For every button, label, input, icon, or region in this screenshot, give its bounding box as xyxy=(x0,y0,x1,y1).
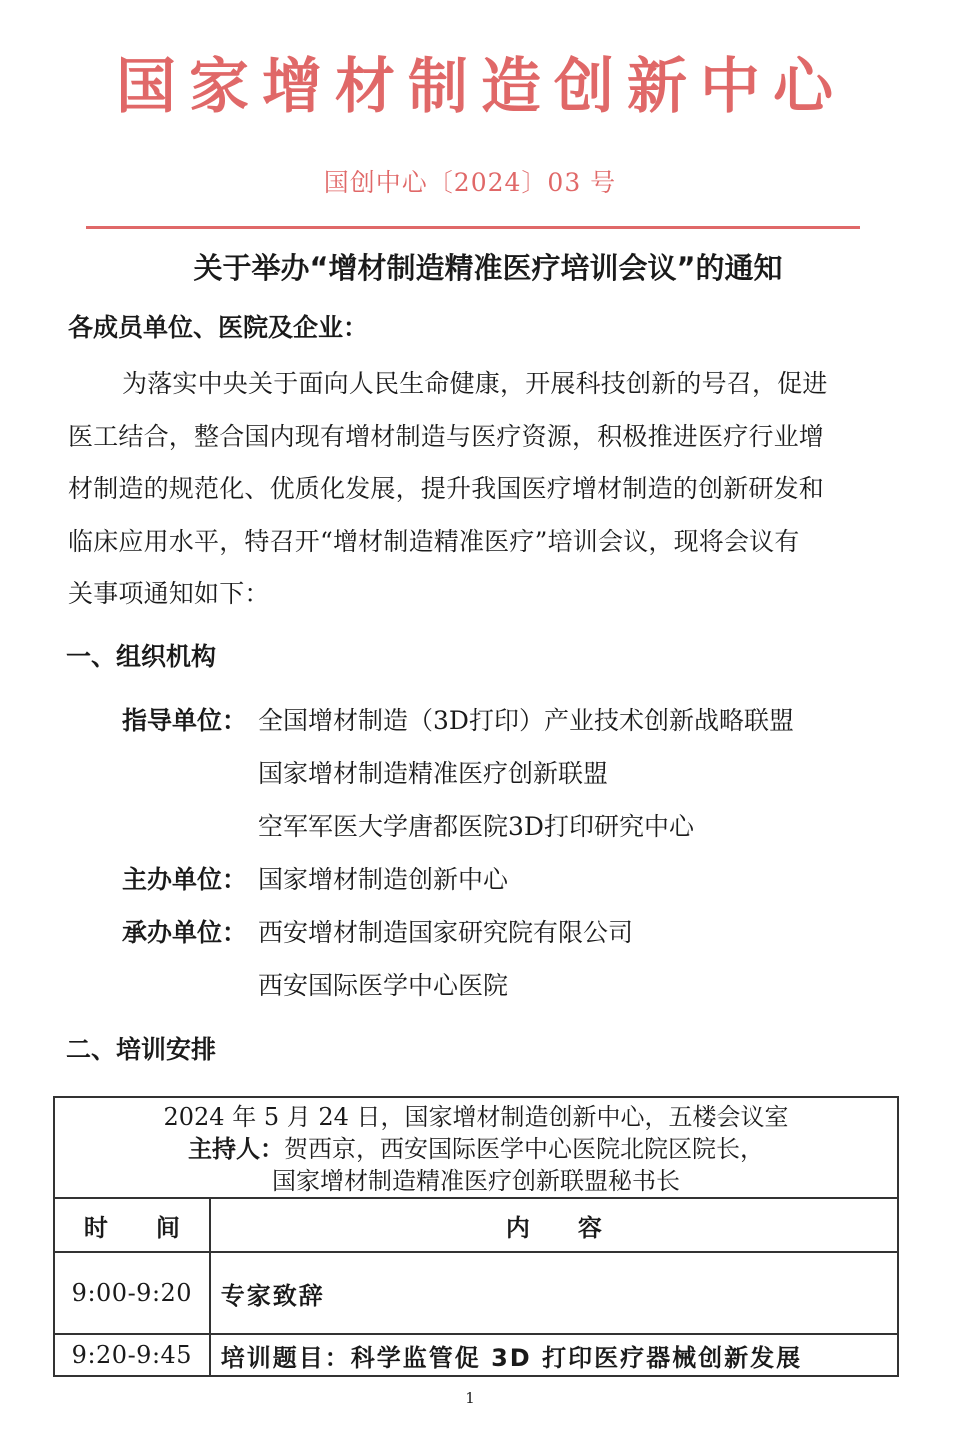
body-line: 为落实中央关于面向人民生命健康，开展科技创新的号召，促进 xyxy=(122,369,828,398)
row-content: 培训题目：科学监管促 3D 打印医疗器械创新发展 xyxy=(210,1334,898,1376)
doc-number: 国创中心〔2024〕03 号 xyxy=(323,168,617,197)
red-divider xyxy=(86,226,860,229)
schedule-header-row xyxy=(54,1097,898,1198)
section-heading-organization: 一、组织机构 xyxy=(66,642,217,671)
column-header-row xyxy=(54,1198,898,1252)
host-person-text: 贺西京，西安国际医学中心医院北院区院长， xyxy=(284,1134,764,1163)
host-person-label: 主持人： xyxy=(188,1134,284,1163)
page-number: 1 xyxy=(465,1389,475,1407)
body-paragraph xyxy=(68,358,888,621)
host-label: 主办单位： xyxy=(122,865,248,894)
col-header-time: 时 间 xyxy=(54,1198,210,1252)
organizer-label: 承办单位： xyxy=(122,918,248,947)
body-line: 医工结合，整合国内现有增材制造与医疗资源，积极推进医疗行业增 xyxy=(68,421,825,451)
guide-label: 指导单位： xyxy=(122,706,248,735)
notice-title: 关于举办“增材制造精准医疗培训会议”的通知 xyxy=(193,251,783,285)
section-heading-schedule: 二、培训安排 xyxy=(66,1035,217,1064)
schedule-header xyxy=(54,1097,898,1198)
body-line: 材制造的规范化、优质化发展，提升我国医疗增材制造的创新研发和 xyxy=(68,474,825,503)
schedule-date-location: 2024 年 5 月 24 日，国家增材制造创新中心，五楼会议室 xyxy=(163,1102,789,1131)
schedule-table xyxy=(53,1096,899,1377)
salutation: 各成员单位、医院及企业： xyxy=(68,313,369,342)
organizer-unit: 西安国际医学中心医院 xyxy=(258,971,509,1000)
row-time: 9:00-9:20 xyxy=(54,1252,210,1334)
table-row xyxy=(54,1334,898,1376)
schedule-host-title: 国家增材制造精准医疗创新联盟秘书长 xyxy=(272,1166,680,1195)
organizer-unit: 西安增材制造国家研究院有限公司 xyxy=(258,918,634,947)
schedule-host xyxy=(55,1133,897,1165)
row-time: 9:20-9:45 xyxy=(54,1334,210,1376)
table-row xyxy=(54,1252,898,1334)
col-header-content: 内 容 xyxy=(210,1198,898,1252)
host-unit: 国家增材制造创新中心 xyxy=(258,865,509,894)
row-content: 专家致辞 xyxy=(210,1252,898,1334)
body-line: 临床应用水平，特召开“增材制造精准医疗”培训会议，现将会议有 xyxy=(68,526,800,556)
guide-unit: 国家增材制造精准医疗创新联盟 xyxy=(258,759,609,788)
guide-unit: 全国增材制造（3D打印）产业技术创新战略联盟 xyxy=(258,706,794,735)
org-title: 国家增材制造创新中心 xyxy=(116,52,846,122)
guide-unit: 空军军医大学唐都医院3D打印研究中心 xyxy=(258,812,694,841)
body-line: 关事项通知如下： xyxy=(68,579,270,608)
